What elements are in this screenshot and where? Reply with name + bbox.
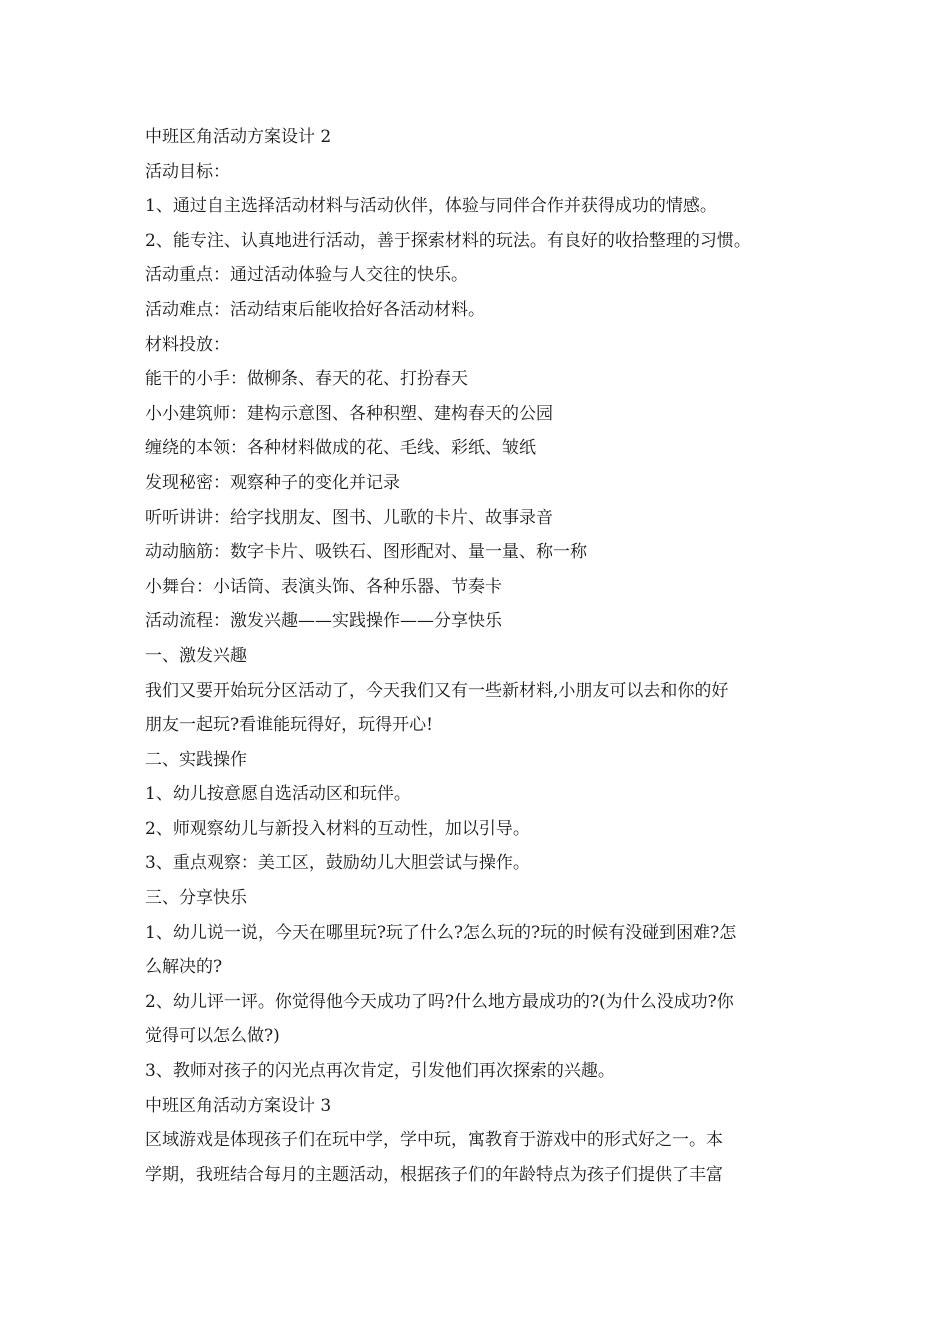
subsection-heading: 一、激发兴趣 <box>145 645 247 666</box>
paragraph-line: 小小建筑师：建构示意图、各种积塑、建构春天的公园 <box>145 403 553 424</box>
subsection-heading: 三、分享快乐 <box>145 888 247 909</box>
paragraph-line: 3、教师对孩子的闪光点再次肯定，引发他们再次探索的兴趣。 <box>145 1061 615 1082</box>
document-body <box>145 120 815 1192</box>
section-heading: 中班区角活动方案设计 2 <box>145 127 332 147</box>
paragraph-line: 听听讲讲：给字找朋友、图书、儿歌的卡片、故事录音 <box>145 507 553 528</box>
paragraph-line: 1、通过自主选择活动材料与活动伙伴，体验与同伴合作并获得成功的情感。 <box>145 196 717 217</box>
paragraph-line: 我们又要开始玩分区活动了，今天我们又有一些新材料,小朋友可以去和你的好 <box>145 680 729 701</box>
paragraph-line: 觉得可以怎么做?) <box>145 1026 280 1047</box>
subsection-heading: 二、实践操作 <box>145 749 247 770</box>
paragraph-line: 么解决的? <box>145 957 223 978</box>
paragraph-line: 动动脑筋：数字卡片、吸铁石、图形配对、量一量、称一称 <box>145 542 587 563</box>
paragraph-line: 材料投放： <box>145 334 230 355</box>
paragraph-line: 2、幼儿评一评。你觉得他今天成功了吗?什么地方最成功的?(为什么没成功?你 <box>145 991 734 1012</box>
paragraph-line: 2、能专注、认真地进行活动，善于探索材料的玩法。有良好的收拾整理的习惯。 <box>145 230 751 251</box>
paragraph-line: 1、幼儿按意愿自选活动区和玩伴。 <box>145 784 411 805</box>
paragraph-line: 活动难点：活动结束后能收拾好各活动材料。 <box>145 299 485 320</box>
paragraph-line: 活动重点：通过活动体验与人交往的快乐。 <box>145 265 468 286</box>
paragraph-line: 3、重点观察：美工区，鼓励幼儿大胆尝试与操作。 <box>145 853 530 874</box>
paragraph-line: 区域游戏是体现孩子们在玩中学，学中玩，寓教育于游戏中的形式好之一。本 <box>145 1130 723 1151</box>
paragraph-line: 能干的小手：做柳条、春天的花、打扮春天 <box>145 369 468 390</box>
section-heading: 中班区角活动方案设计 3 <box>145 1095 332 1116</box>
paragraph-line: 发现秘密：观察种子的变化并记录 <box>145 472 400 493</box>
paragraph-line: 1、幼儿说一说，今天在哪里玩?玩了什么?怎么玩的?玩的时候有没碰到困难?怎 <box>145 922 737 943</box>
paragraph-line: 朋友一起玩?看谁能玩得好，玩得开心! <box>145 715 433 736</box>
paragraph-line: 2、师观察幼儿与新投入材料的互动性，加以引导。 <box>145 818 530 839</box>
paragraph-line: 学期，我班结合每月的主题活动，根据孩子们的年龄特点为孩子们提供了丰富 <box>145 1164 723 1185</box>
paragraph-line: 活动目标： <box>145 161 230 182</box>
paragraph-line: 小舞台：小话筒、表演头饰、各种乐器、节奏卡 <box>145 576 502 597</box>
paragraph-line: 缠绕的本领：各种材料做成的花、毛线、彩纸、皱纸 <box>145 438 536 459</box>
paragraph-line: 活动流程：激发兴趣——实践操作——分享快乐 <box>145 611 502 632</box>
